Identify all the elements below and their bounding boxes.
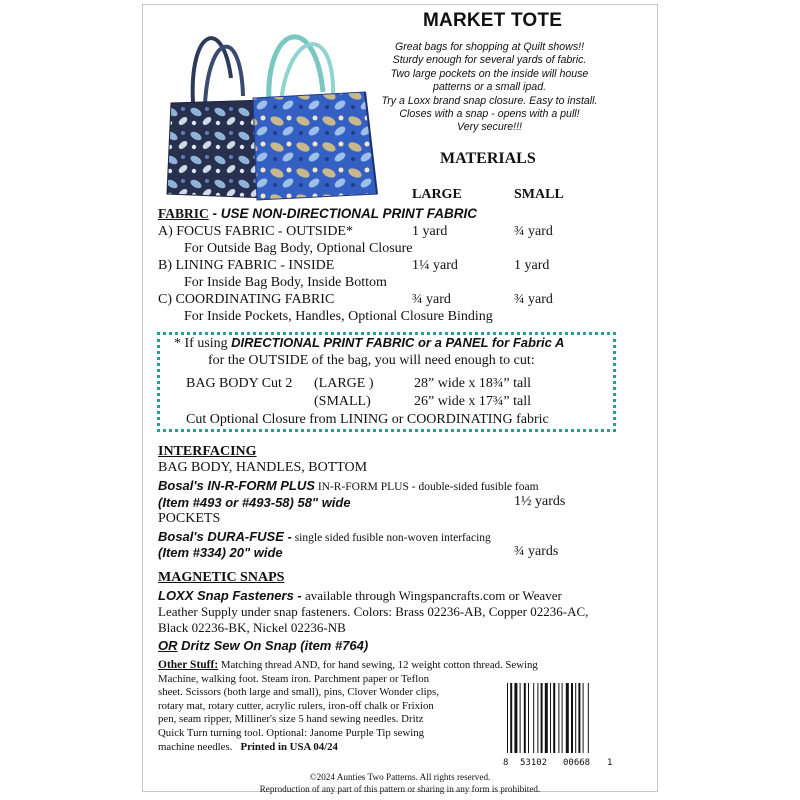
barcode-bar <box>571 683 573 753</box>
small-dimensions: 26” wide x 17¾” tall <box>414 394 532 409</box>
barcode-bar <box>537 683 538 753</box>
barcode-bar <box>520 683 521 753</box>
printed-in-usa: Printed in USA 04/24 <box>240 740 338 753</box>
blue-bag-handle <box>269 37 323 104</box>
column-small: SMALL <box>514 187 564 202</box>
fabric-b-large: 1¼ yard <box>412 258 458 273</box>
interfacing-heading: INTERFACING <box>158 444 257 459</box>
fabric-b-use: For Inside Bag Body, Inside Bottom <box>184 275 387 290</box>
bag-body-cut: BAG BODY Cut 2 <box>186 376 293 391</box>
barcode-bar <box>566 683 569 753</box>
barcode-bar <box>528 683 529 753</box>
barcode-bars <box>503 683 615 753</box>
barcode-bar <box>588 683 589 753</box>
fabric-c-large: ¾ yard <box>412 292 451 307</box>
blue-bag-handle <box>281 44 333 102</box>
interfacing-qty-1: 1½ yards <box>514 494 566 509</box>
other-stuff: Other Stuff: Matching thread AND, for hand sewing, 12 weight cotton thread. Sewing Machine, walking foot. Steam iron. Parchment paper or Teflon sheet. Scissors (both large and small), pins, Clover Wonder clips, rotary mat, rotary cutter, acrylic rulers, iron-off chalk or Frixion pen, seam ripper, Milliner's size 5 hand sewing needles. Dritz Quick Turn turning tool. Optional: Janome Purple Tip sewing machine needles. Printed in USA 04/24 <box>158 659 538 753</box>
interfacing-item-2: (Item #334) 20" wide <box>158 545 283 560</box>
barcode-digit-last: 1 <box>607 758 613 768</box>
snaps-line-1: LOXX Snap Fasteners - available through Wingspancrafts.com or Weaver <box>158 588 562 603</box>
snaps-dritz: OR Dritz Sew On Snap (item #764) <box>158 638 369 653</box>
barcode-bar <box>558 683 559 753</box>
reproduction-notice: Reproduction of any part of this pattern or sharing in any form is prohibited. <box>259 784 541 794</box>
copyright: ©2024 Aunties Two Patterns. All rights reserved. <box>309 772 491 782</box>
fabric-c-use: For Inside Pockets, Handles, Optional Closure Binding <box>184 309 493 324</box>
fabric-a-label: A) FOCUS FABRIC - OUTSIDE* <box>158 224 353 239</box>
fabric-c-label: C) COORDINATING FABRIC <box>158 292 335 307</box>
fabric-c-small: ¾ yard <box>514 292 553 307</box>
fabric-heading: FABRIC - USE NON-DIRECTIONAL PRINT FABRIC <box>158 206 478 221</box>
interfacing-product-2: Bosal's DURA-FUSE - single sided fusible non-woven interfacing <box>158 529 491 544</box>
fabric-b-small: 1 yard <box>514 258 550 273</box>
barcode-bar <box>575 683 576 753</box>
barcode-bar <box>583 683 584 753</box>
interfacing-item-1: (Item #493 or #493-58) 58" wide <box>158 495 351 510</box>
tote-bags-photo <box>165 8 379 204</box>
fabric-a-small: ¾ yard <box>514 224 553 239</box>
barcode-bar <box>541 683 543 753</box>
barcode-bar <box>510 683 512 753</box>
interfacing-qty-2: ¾ yards <box>514 544 559 559</box>
fabric-a-use: For Outside Bag Body, Optional Closure <box>184 241 413 256</box>
barcode <box>503 683 615 770</box>
materials-heading: MATERIALS <box>440 150 536 167</box>
directional-line-1: * If using DIRECTIONAL PRINT FABRIC or a PANEL for Fabric A <box>174 335 565 351</box>
large-dimensions: 28” wide x 18¾” tall <box>414 376 532 391</box>
directional-line-2: for the OUTSIDE of the bag, you will need enough to cut: <box>208 353 535 368</box>
small-label: (SMALL) <box>314 394 371 409</box>
snaps-heading: MAGNETIC SNAPS <box>158 570 285 585</box>
page-title: MARKET TOTE <box>423 10 563 31</box>
barcode-bar <box>524 683 526 753</box>
snaps-line-2: Leather Supply under snap fasteners. Colors: Brass 02236-AB, Copper 02236-AC, <box>158 604 589 619</box>
barcode-bar <box>550 683 551 753</box>
large-label: (LARGE ) <box>314 376 374 391</box>
interfacing-product-1: Bosal's IN-R-FORM PLUS IN-R-FORM PLUS - double-sided fusible foam <box>158 478 539 493</box>
barcode-bar <box>507 683 508 753</box>
intro-text: Great bags for shopping at Quilt shows!! Sturdy enough for several yards of fabric. Two large pockets on the inside will house patterns or a small ipad. Try a Loxx brand snap closure. Easy to install. Closes with a snap - opens with a pull! Very secure!!! <box>381 41 598 134</box>
barcode-bar <box>545 683 548 753</box>
barcode-bar <box>533 683 534 753</box>
blue-bag <box>253 92 377 200</box>
column-large: LARGE <box>412 187 462 202</box>
barcode-bar <box>562 683 563 753</box>
snaps-line-3: Black 02236-BK, Nickel 02236-NB <box>158 620 346 635</box>
barcode-digit-first: 8 <box>503 758 509 768</box>
fabric-a-large: 1 yard <box>412 224 448 239</box>
interfacing-line-2: POCKETS <box>158 511 221 526</box>
interfacing-line-1: BAG BODY, HANDLES, BOTTOM <box>158 460 368 475</box>
barcode-digits-left: 53102 <box>520 758 548 768</box>
barcode-bar <box>514 683 517 753</box>
fabric-b-label: B) LINING FABRIC - INSIDE <box>158 258 335 273</box>
closure-note: Cut Optional Closure from LINING or COORDINATING fabric <box>186 412 549 427</box>
barcode-bar <box>553 683 555 753</box>
barcode-bar <box>578 683 580 753</box>
barcode-digits-right: 00668 <box>563 758 591 768</box>
